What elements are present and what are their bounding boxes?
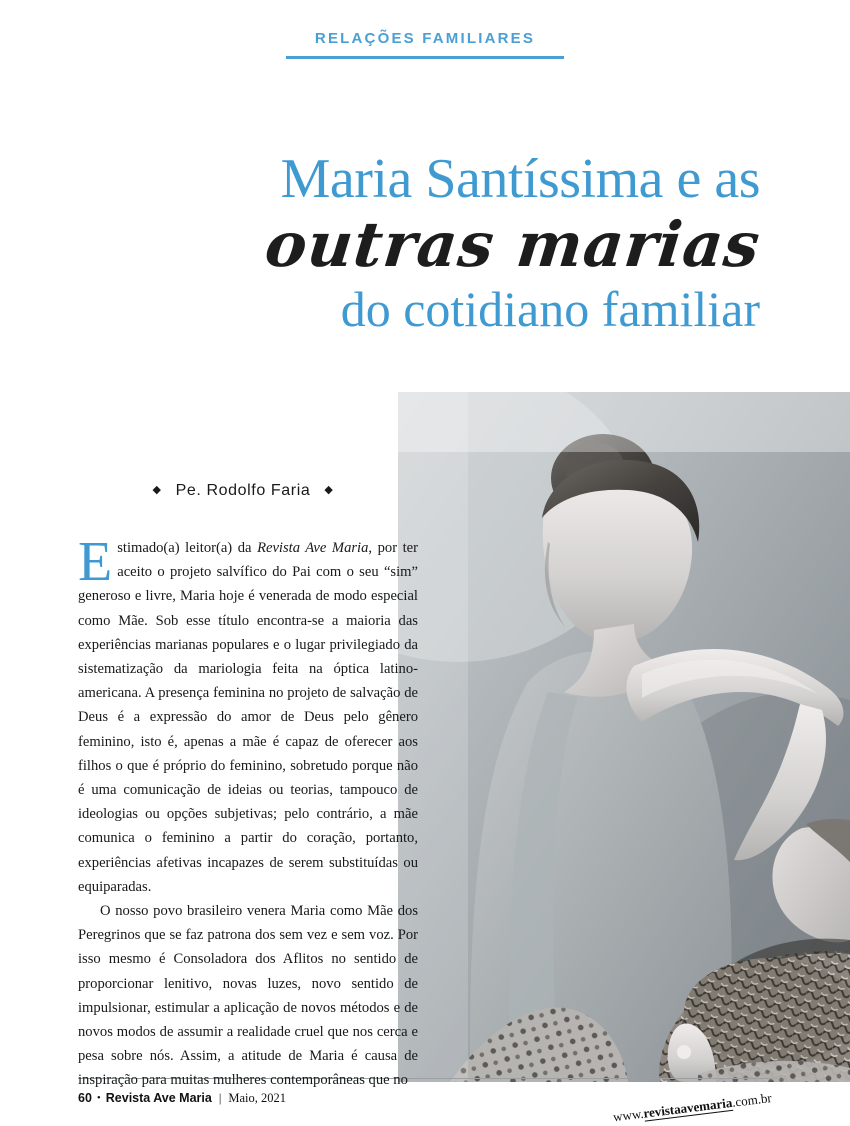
website-url[interactable]	[613, 1090, 773, 1125]
mother-embracing-child-photo	[398, 392, 850, 1082]
photo-svg	[398, 392, 850, 1082]
section-kicker: RELAÇÕES FAMILIARES	[314, 30, 536, 47]
paragraph-1-text-a: stimado(a) leitor(a) da	[117, 540, 258, 556]
url-domain: revistaavemaria	[642, 1094, 734, 1121]
paragraph-2: O nosso povo brasileiro venera Maria como Mãe dos Peregrinos que se faz patrona dos sem vez e sem voz. Por isso mesmo é Consoladora dos Aflitos no sentido de proporcionar lenitivo, novas luzes, novo sentido de impulsionar, estimular a aplicação de novos métodos e de novos modos de assumir a realidade cruel que nos cerca e pesa sobre nós. Assim, a atitude de Maria é causa de inspiração para muitas mulheres contemporâneas que no	[78, 903, 418, 1089]
kicker-divider-rule	[286, 56, 564, 59]
url-suffix: .com.br	[731, 1090, 773, 1110]
page-number: 60	[78, 1091, 92, 1105]
headline-line-1: Maria Santíssima e as	[280, 148, 760, 210]
diamond-ornament-right-icon: ◆	[324, 484, 334, 496]
url-prefix: www.	[612, 1105, 645, 1125]
footer-left-group	[78, 1091, 286, 1106]
byline	[78, 482, 408, 500]
footer-divider-pipe: |	[218, 1090, 222, 1105]
author-name: Pe. Rodolfo Faria	[175, 482, 311, 499]
magazine-name: Revista Ave Maria	[105, 1091, 212, 1105]
magazine-title-italic: Revista Ave Maria	[257, 540, 369, 556]
footer-bullet-icon: •	[96, 1092, 101, 1104]
paragraph-1	[78, 531, 419, 899]
headline-line-3: do cotidiano familiar	[340, 281, 760, 337]
paragraph-1-text-b: , por ter aceito o projeto salvífico do Pai com o seu “sim” generoso e livre, Maria hoje é venerada de modo especial como Mãe. Sob esse título encontra-se a maioria das experiências marianas populares e o lugar privilegiado da sistematização da mariologia feita na óptica latino-americana. A presença feminina no projeto de salvação de Deus é a expressão do amor de Deus pelo gênero feminino, isto é, apenas a mãe é capaz de oferecer aos filhos o que é próprio do feminino, sobretudo porque não é uma comunicação de ideias ou teorias, tampouco de ideologias ou opções subjetivas; pelo contrário, a mãe comunica o feminino a partir do coração, portanto, experiências afetivas incapazes de serem substituídas ou equiparadas.	[78, 540, 419, 895]
diamond-ornament-left-icon: ◆	[152, 484, 162, 496]
drop-cap: E	[78, 531, 113, 593]
headline-line-2: outras marias	[261, 208, 764, 281]
section-kicker-block	[0, 30, 850, 59]
article-body	[78, 531, 419, 1093]
issue-date: Maio, 2021	[228, 1090, 286, 1105]
article-headline	[60, 148, 764, 337]
